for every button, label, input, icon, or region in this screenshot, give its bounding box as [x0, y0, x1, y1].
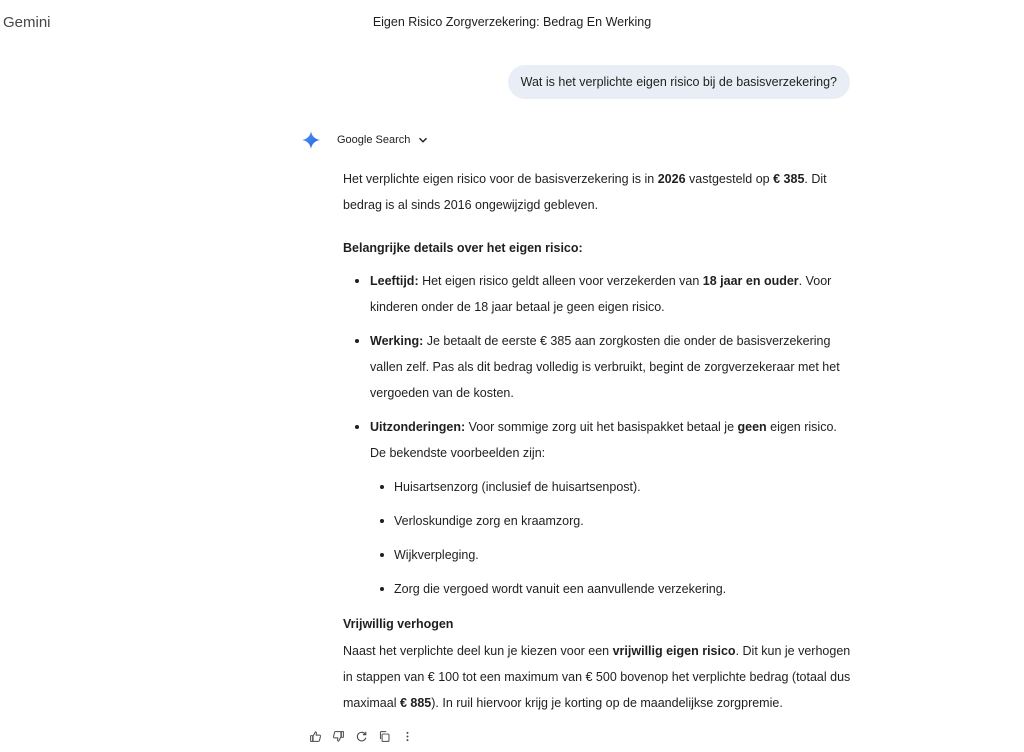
list-item-exceptions: Uitzonderingen: Voor sommige zorg uit het basispakket betaal je geen eigen risico. De bekendste voorbeelden zijn:: [343, 414, 853, 466]
top-bar: [0, 0, 1024, 44]
details-heading: Belangrijke details over het eigen risico:: [343, 241, 583, 255]
sub-list-item: Wijkverpleging.: [343, 542, 853, 568]
response-actions: [308, 729, 414, 743]
thumb-down-icon[interactable]: [331, 729, 345, 743]
sources-dropdown[interactable]: [337, 134, 428, 146]
response-body: [343, 166, 853, 716]
redo-icon[interactable]: [354, 729, 368, 743]
voluntary-paragraph: Naast het verplichte deel kun je kiezen voor een vrijwillig eigen risico. Dit kun je verhogen in stappen van € 100 tot een maximum van € 500 bovenop het verplichte bedrag (totaal dus maximaal € 885). In ruil hiervoor krijg je korting op de maandelijkse zorgpremie.: [343, 644, 851, 710]
list-item-age: Leeftijd: Het eigen risico geldt alleen voor verzekerden van 18 jaar en ouder. Voor kinderen onder de 18 jaar betaal je geen eigen risico.: [343, 268, 853, 320]
sub-list-item: Verloskundige zorg en kraamzorg.: [343, 508, 853, 534]
chevron-down-icon: [418, 135, 428, 145]
app-name[interactable]: Gemini: [3, 14, 51, 31]
sub-list-item: Huisartsenzorg (inclusief de huisartsenpost).: [343, 474, 853, 500]
voluntary-heading: Vrijwillig verhogen: [343, 617, 454, 631]
gemini-sparkle-icon: [302, 131, 320, 149]
list-item-working: Werking: Je betaalt de eerste € 385 aan zorgkosten die onder de basisverzekering vallen zelf. Pas als dit bedrag volledig is verbruikt, begint de zorgverzekeraar met het vergoeden van de kosten.: [343, 328, 853, 406]
copy-icon[interactable]: [377, 729, 391, 743]
user-message: Wat is het verplichte eigen risico bij de basisverzekering?: [508, 65, 850, 99]
source-label: Google Search: [337, 134, 411, 146]
thumb-up-icon[interactable]: [308, 729, 322, 743]
conversation-title: Eigen Risico Zorgverzekering: Bedrag En Werking: [372, 15, 652, 29]
intro-paragraph: Het verplichte eigen risico voor de basisverzekering is in 2026 vastgesteld op € 385. Dit bedrag is al sinds 2016 ongewijzigd gebleven.: [343, 172, 827, 212]
sub-list-item: Zorg die vergoed wordt vanuit een aanvullende verzekering.: [343, 576, 853, 602]
more-vert-icon[interactable]: [400, 729, 414, 743]
